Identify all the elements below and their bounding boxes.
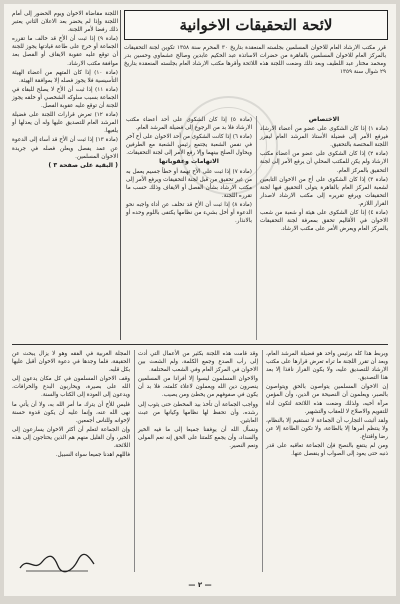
article-paragraph: (مادة ٧) إذا ثبت على الأخ تهمة أو خطأ جسيم يعمل به من غير تحقيق من قبل لجنة التحقيقات ويرفع الأمر إلى مكتب الارشاد بشأن الفصل أو الايقاف وذلك حسب ما تقرره اللجنة. bbox=[126, 168, 252, 199]
article-paragraph: وقد قامت هذه اللجنة بكثير من الأعمال التي أدت إلى رأب الصدع وجمع الكلمة، ولم الشعث بين الاخوان في المركز العام وفي الشعب المختلفة. bbox=[138, 351, 258, 374]
article-paragraph: ونسأل الله أن يوفقنا جميعا إلى ما فيه الخير والسداد، وأن يجمع كلمتنا على الحق إنه نعم المولى ونعم النصير. bbox=[138, 426, 258, 450]
article-paragraph: ومن لم ينتفع بالنصح فإن الجماعة تعاقبه على قدر ذنبه حتى يعود إلى الصواب أو ينفصل عنها. bbox=[266, 443, 388, 458]
middle-column bbox=[126, 116, 252, 340]
section-heading: الاتهامات وعقوباتها bbox=[159, 158, 219, 166]
column-divider bbox=[262, 350, 263, 572]
page-number: — ٢ — bbox=[188, 581, 212, 589]
article-paragraph: وإن الجماعة لتعلم أن أكثر الاخوان يسارعون إلى الخير، وأن القليل منهم هم الذين يحتاجون إلى هذه اللائحة. bbox=[12, 426, 130, 450]
column-divider bbox=[256, 116, 257, 340]
article-paragraph: (مادة ١٢) تعرض قرارات اللجنة على فضيلة المرشد العام للتصديق عليها وله أن يعدلها أو يلغيها. bbox=[12, 112, 118, 135]
article-paragraph: (مادة ١) إذا كان الشكوى على عضو من أعضاء الارشاد فيرفع الأمر إلى فضيلة الأستاذ المرشد العام ليقرر اللجنة المختصة بالتحقيق. bbox=[260, 126, 388, 149]
article-paragraph: والاخوان المسلمون ليسوا إلا أفرادا من المسلمين ينصرون دين الله ويعملون لاعلاء كلمته، فلا بد أن يكون في صفوفهم من يخطئ ومن يصيب. bbox=[138, 376, 258, 399]
column-divider bbox=[134, 350, 135, 572]
lower-left-column bbox=[12, 350, 130, 548]
article-paragraph: (مادة ٢) إذا كان الشكوى على عضو من أعضاء مكتب الارشاد ولم يكن للمكتب المحلي أن يرفع الأمر إلى لجنة التحقيق بالمركز العام. bbox=[260, 151, 388, 174]
article-paragraph: فاللهم اهدنا جميعا سواء السبيل. bbox=[55, 452, 130, 459]
page-title: لائحة التحقيقات الاخوانية bbox=[124, 10, 388, 40]
author-signature bbox=[18, 552, 96, 574]
article-paragraph: (مادة ٥) إذا كان الشكوى على أحد أعضاء مكتب الارشاد فلا بد من الرجوع إلى فضيلة المرشد العام. bbox=[126, 117, 252, 132]
article-paragraph: المجلة الغربية في الفقه وهو لا يزال يبحث عن الحقيقة، فلما وجدها في دعوة الاخوان أقبل عليها بكل قلبه. bbox=[12, 351, 130, 374]
article-paragraph: (مادة ٤) إذا كان الشكوى على هيئة أو شعبة من شعب الاخوان في الأقاليم تحقق بمعرفة لجنة التحقيقات بالمركز العام ويعرض الأمر على مكتب الارشاد. bbox=[260, 210, 388, 233]
article-paragraph: (مادة ٦) إذا كانت الشكوى من أحد الاخوان على أخ آخر في نفس الشعبة يجتمع رئيس الشعبة مع الطرفين ويحاول الصلح بينهما وإلا رفع الأمر إلى لجنة التحقيقات. bbox=[126, 134, 252, 157]
continued-label: ( البقية على صفحة ٣ ) bbox=[48, 161, 118, 169]
left-column bbox=[12, 10, 118, 340]
article-paragraph: وواجب الجماعة أن تأخذ بيد المخطئ حتى يثوب إلى رشده، وأن تحفظ لها نظامها وكيانها من عبث العابثين. bbox=[138, 401, 258, 424]
article-paragraph: فليس للأخ أن يترك ما أمر الله به، ولا أن يأتي ما نهى الله عنه، وإنما عليه أن يكون قدوة حسنة لإخوانه وللناس أجمعين. bbox=[12, 401, 130, 424]
intro-paragraph: قرر مكتب الارشاد العام للاخوان المسلمين بجلسته المنعقدة بتاريخ ٣٠ المحرم سنة ١٣٥٨ تكوين لجنة التحقيقات بالمركز العام للاخوان المسلمين بالقاهرة من حضرات الاساتذة عبد الحكيم عابدين وصالح عشماوي وحسين بدر ومحمد مختار عبد اللطيف وبعد ذلك وضعت اللجنة هذه اللائحة وأقرها مكتب الارشاد العام بجلسته المنعقدة بتاريخ ٢٩ شوال سنة ١٣٥٩ bbox=[124, 45, 386, 76]
article-paragraph: (مادة ٩) إذا ثبت أن الأخ قد خالف ما تقرره الجماعة أو خرج على طاعة قيادتها يجوز للجنة أن توقع عليه عقوبة الايقاف أو الفصل بعد موافقة مكتب الارشاد. bbox=[12, 36, 118, 67]
article-paragraph: (مادة ١٣) إذا ثبت أن الأخ قد أساء إلى الدعوة عن عمد يفصل ويعلن فصله في جريدة الاخوان المسلمين. bbox=[12, 137, 118, 160]
article-paragraph: ولقد أثبتت التجارب أن الجماعة لا تستقيم إلا بالنظام، ولا ينتظم أمرها إلا بالطاعة، ولا تكون الطاعة إلا عن رضا واقتناع. bbox=[266, 417, 388, 440]
section-heading: الاختصاص bbox=[308, 116, 340, 123]
section-divider bbox=[12, 344, 388, 345]
lower-middle-column bbox=[138, 350, 258, 572]
article-paragraph: (مادة ٣) إذا كان الشكوى على أخ من الاخوان التابعين لشعبة المركز العام بالقاهرة يتولى التحقيق فيها لجنة التحقيقات ويرفع تقريره إلى مكتب الارشاد لاصدار القرار اللازم. bbox=[260, 176, 388, 207]
article-paragraph: إن الاخوان المسلمين يتواصون بالحق ويتواصون بالصبر، ويعلمون أن النصيحة من الدين، وأن المؤمن مرآة أخيه، ولذلك وضعت هذه اللائحة لتكون أداة للتقويم والاصلاح لا للعقاب والتشهير. bbox=[266, 384, 388, 415]
article-paragraph: (مادة ٨) إذا ثبت أن الأخ قد تخلف عن أداء واجبه نحو الدعوة أو أخل بشيء من نظامها يكتفى باللوم وحده أو بالانذار. bbox=[126, 201, 252, 225]
article-paragraph: (مادة ١١) إذا ثبت أن الأخ لا يصلح للبقاء في الجماعة بسبب سلوكه الشخصي أو خلقه يجوز للجنة أن توقع عليه عقوبة الفصل. bbox=[12, 86, 118, 110]
lower-right-column bbox=[266, 350, 388, 572]
right-column bbox=[260, 116, 388, 340]
article-paragraph: (مادة ١٠) إذا كان المتهم من أعضاء الهيئة التأسيسية فلا يجوز فصله إلا بموافقة الهيئة. bbox=[12, 69, 118, 84]
column-divider bbox=[120, 10, 121, 340]
article-paragraph: اللجنة مقاضاة الاخوان ويوم الحضور إلى أمام اللجنة وإذا لم يحضر بعد الاعلان الثاني يعتبر ذلك رفضا لأمر اللجنة. bbox=[12, 11, 118, 34]
article-paragraph: وقف الاخوان المسلمون في كل مكان يدعون إلى الله على بصيرة، ويحاربون البدع والخرافات، ويدعون إلى العودة إلى الكتاب والسنة. bbox=[12, 376, 130, 399]
article-paragraph: وبربط هذا كله برئيس واحد هو فضيلة المرشد العام، وبعد أن تقرر اللجنة ما تراه تعرض قرارها على مكتب الارشاد للتصديق عليه، ولا يكون القرار نافذا إلا بعد هذا التصديق. bbox=[266, 351, 388, 382]
newspaper-page bbox=[4, 4, 396, 596]
